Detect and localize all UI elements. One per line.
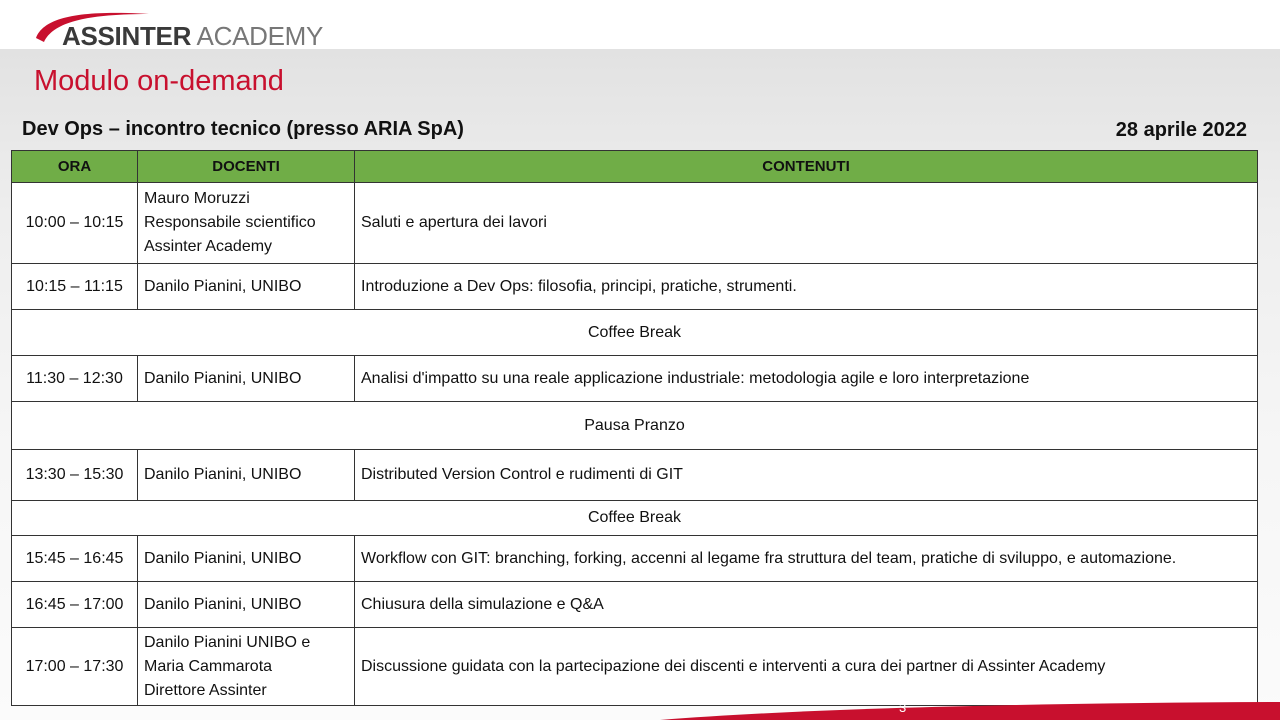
table-row [12, 628, 1258, 706]
cell-docenti: Danilo Pianini, UNIBO [138, 536, 355, 582]
footer-red-stripe-icon [660, 702, 1280, 720]
page-number: 3 [899, 700, 907, 715]
slide-subtitle: Dev Ops – incontro tecnico (presso ARIA SpA) [22, 118, 464, 140]
docenti-line: Mauro Moruzzi [144, 190, 250, 207]
docenti-line: Maria Cammarota [144, 657, 273, 675]
logo-text-bold: ASSINTER [62, 21, 192, 51]
cell-docenti: Danilo Pianini, UNIBO [138, 264, 355, 310]
table-row-break [12, 310, 1258, 356]
docenti-line: Responsabile scientifico [144, 214, 316, 231]
cell-docenti [138, 183, 355, 264]
cell-ora: 11:30 – 12:30 [12, 356, 138, 402]
cell-break: Pausa Pranzo [12, 402, 1258, 450]
cell-ora: 10:15 – 11:15 [12, 264, 138, 310]
assinter-academy-logo [34, 8, 334, 52]
table-row [12, 536, 1258, 582]
table-row [12, 183, 1258, 264]
table-header-row [12, 151, 1258, 183]
cell-break: Coffee Break [12, 310, 1258, 356]
column-header-docenti: DOCENTI [138, 151, 355, 183]
cell-docenti [138, 628, 355, 706]
logo-text-light: ACADEMY [191, 21, 324, 51]
table-row-break [12, 501, 1258, 536]
cell-break: Coffee Break [12, 501, 1258, 536]
table-row [12, 356, 1258, 402]
logo-text [62, 21, 323, 51]
event-date: 28 aprile 2022 [1115, 119, 1247, 141]
cell-ora: 15:45 – 16:45 [12, 536, 138, 582]
cell-docenti: Danilo Pianini, UNIBO [138, 450, 355, 501]
docenti-line: Danilo Pianini UNIBO e [144, 633, 311, 651]
table-row [12, 450, 1258, 501]
column-header-contenuti: CONTENUTI [355, 151, 1258, 183]
cell-contenuti: Discussione guidata con la partecipazione dei discenti e interventi a cura dei partner di Assinter Academy [355, 628, 1258, 706]
table-row [12, 264, 1258, 310]
docenti-line: Assinter Academy [144, 238, 273, 255]
cell-contenuti: Chiusura della simulazione e Q&A [355, 582, 1258, 628]
cell-contenuti: Saluti e apertura dei lavori [355, 183, 1258, 264]
cell-contenuti: Introduzione a Dev Ops: filosofia, principi, pratiche, strumenti. [355, 264, 1258, 310]
cell-ora: 10:00 – 10:15 [12, 183, 138, 264]
cell-contenuti: Analisi d'impatto su una reale applicazione industriale: metodologia agile e loro interpretazione [355, 356, 1258, 402]
slide-title: Modulo on-demand [34, 65, 284, 97]
cell-docenti: Danilo Pianini, UNIBO [138, 582, 355, 628]
cell-ora: 17:00 – 17:30 [12, 628, 138, 706]
column-header-ora: ORA [12, 151, 138, 183]
table-row [12, 582, 1258, 628]
cell-contenuti: Workflow con GIT: branching, forking, accenni al legame fra struttura del team, pratiche di sviluppo, e automazione. [355, 536, 1258, 582]
cell-ora: 16:45 – 17:00 [12, 582, 138, 628]
table-row-break [12, 402, 1258, 450]
schedule-table [11, 150, 1258, 706]
cell-docenti: Danilo Pianini, UNIBO [138, 356, 355, 402]
cell-ora: 13:30 – 15:30 [12, 450, 138, 501]
docenti-line: Direttore Assinter [144, 681, 267, 699]
cell-contenuti: Distributed Version Control e rudimenti di GIT [355, 450, 1258, 501]
